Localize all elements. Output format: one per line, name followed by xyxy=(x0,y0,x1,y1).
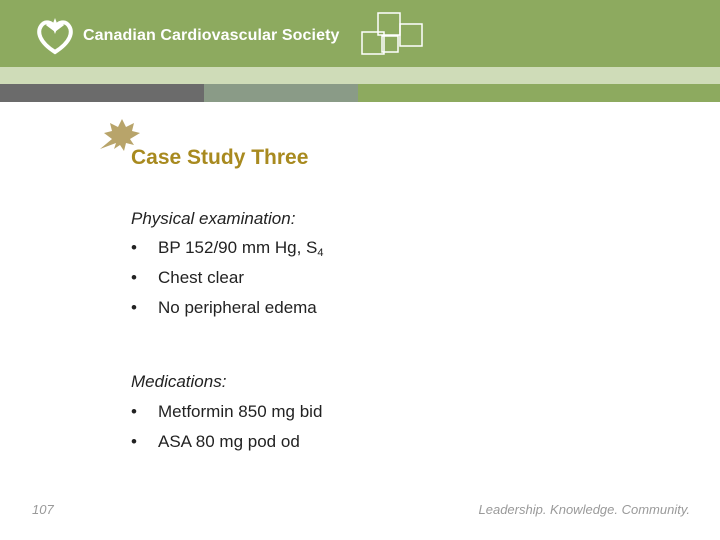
bullet-text: Metformin 850 mg bid xyxy=(158,402,323,421)
bullet-text: ASA 80 mg pod od xyxy=(158,432,300,451)
header-bar xyxy=(0,0,720,67)
stripe-green xyxy=(358,84,720,102)
slide-title: Case Study Three xyxy=(131,146,309,169)
overlapping-squares-icon xyxy=(360,10,424,62)
header-light-band xyxy=(0,67,720,84)
bullet-text: No peripheral edema xyxy=(158,298,317,317)
bullet-text: Chest clear xyxy=(158,268,244,287)
page-number: 107 xyxy=(32,502,54,517)
list-item: • ASA 80 mg pod od xyxy=(131,432,300,451)
organization-name: Canadian Cardiovascular Society xyxy=(83,27,340,44)
subscript: 4 xyxy=(317,247,324,259)
stripe-gray xyxy=(204,84,358,102)
heart-leaf-logo-icon xyxy=(35,14,75,56)
physical-exam-heading: Physical examination: xyxy=(131,209,296,228)
list-item: • Chest clear xyxy=(131,268,244,287)
list-item: • Metformin 850 mg bid xyxy=(131,402,323,421)
bullet-text: BP 152/90 mm Hg, S xyxy=(158,238,318,257)
footer-tagline: Leadership. Knowledge. Community. xyxy=(478,502,690,517)
list-item: • No peripheral edema xyxy=(131,298,317,317)
list-item: • BP 152/90 mm Hg, $S_4$ xyxy=(131,238,324,259)
stripe-dark xyxy=(0,84,204,102)
medications-heading: Medications: xyxy=(131,372,227,391)
